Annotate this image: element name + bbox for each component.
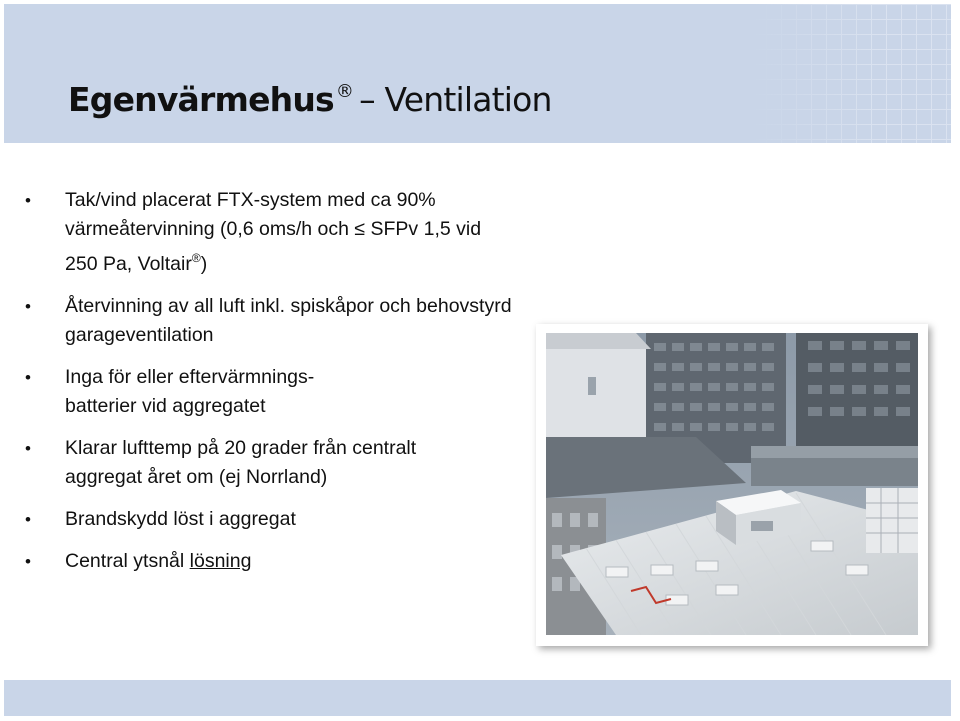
bullet-item bbox=[25, 547, 565, 576]
registered-mark: ® bbox=[191, 251, 201, 265]
slide-title bbox=[68, 72, 552, 120]
bullet-item bbox=[25, 186, 505, 279]
bullet-text: Klarar lufttemp på 20 grader från centralt aggregat året om (ej Norrland) bbox=[65, 437, 417, 488]
bullet-list bbox=[25, 186, 565, 589]
title-subject: – Ventilation bbox=[359, 80, 552, 119]
bullet-text: Central ytsnål bbox=[65, 550, 185, 572]
registered-mark: ® bbox=[335, 81, 354, 102]
grid-decoration bbox=[751, 4, 951, 143]
bullet-item bbox=[25, 292, 565, 350]
bullet-text: Brandskydd löst i aggregat bbox=[65, 508, 296, 530]
rooftop-photo bbox=[536, 324, 928, 646]
bullet-icon: • bbox=[25, 552, 31, 571]
bullet-icon: • bbox=[25, 368, 31, 387]
footer-band bbox=[4, 680, 951, 716]
bullet-item bbox=[25, 363, 385, 421]
bullet-icon: • bbox=[25, 510, 31, 529]
bullet-text: Inga för eller eftervärmnings-batterier vid aggregatet bbox=[65, 366, 315, 417]
bullet-text-suffix: ) bbox=[200, 253, 208, 275]
bullet-text: Tak/vind placerat FTX-system med ca 90% värmeåtervinning (0,6 oms/h och ≤ SFPv 1,5 vid 250 Pa, Voltair bbox=[65, 189, 482, 275]
bullet-text: Återvinning av all luft inkl. spiskåpor och behovstyrd garageventilation bbox=[65, 295, 512, 346]
solution-link[interactable]: lösning bbox=[189, 550, 252, 572]
bullet-icon: • bbox=[25, 297, 31, 316]
title-brand: Egenvärmehus bbox=[68, 80, 334, 119]
bullet-icon: • bbox=[25, 191, 31, 210]
bullet-item bbox=[25, 434, 495, 492]
rooftop-illustration bbox=[546, 333, 918, 635]
bullet-item bbox=[25, 505, 565, 534]
bullet-icon: • bbox=[25, 439, 31, 458]
